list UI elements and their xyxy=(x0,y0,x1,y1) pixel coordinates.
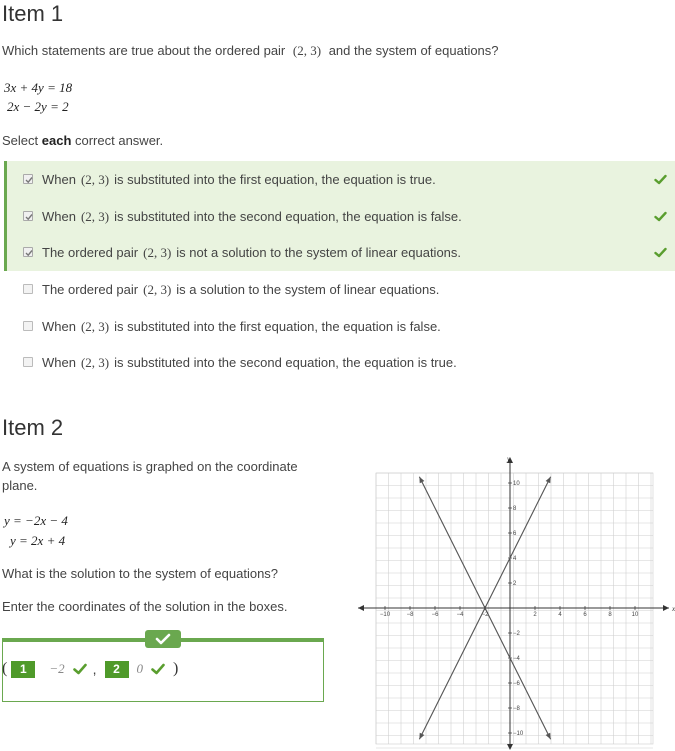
y-tick-label: 8 xyxy=(513,506,517,512)
y-tick-label: −4 xyxy=(513,656,520,662)
choice-label: The ordered pair (2, 3) is a solution to the system of linear equations. xyxy=(42,282,440,297)
item1-question xyxy=(2,43,499,59)
question-pair: (2, 3) xyxy=(292,43,322,58)
blank-2-input[interactable]: 0 xyxy=(136,661,143,676)
x-axis-label: x xyxy=(672,605,675,613)
check-icon xyxy=(151,663,165,675)
x-tick-label: 4 xyxy=(558,612,562,618)
answer-correct-badge xyxy=(145,630,181,648)
x-axis-arrow-left xyxy=(358,605,364,611)
item2-question: What is the solution to the system of equations? xyxy=(2,566,279,581)
item1-equation-1: 3x + 4y = 18 xyxy=(4,80,73,95)
x-tick-label: −10 xyxy=(379,612,391,618)
x-tick-label: 6 xyxy=(583,612,587,618)
item2-equation-1: y = −2x − 4 xyxy=(4,513,68,528)
open-paren: ( xyxy=(2,660,8,677)
choice-label: When (2, 3) is substituted into the second equation, the equation is false. xyxy=(42,209,462,224)
x-tick-label: 2 xyxy=(533,612,537,618)
answer-choice[interactable] xyxy=(4,344,675,381)
intro-line-2: plane. xyxy=(2,478,38,493)
coordinate-plane xyxy=(356,452,675,751)
x-tick-label: 8 xyxy=(608,612,612,618)
x-tick-label: −6 xyxy=(431,612,439,618)
x-tick-label: −4 xyxy=(456,612,464,618)
y-tick-label: 10 xyxy=(513,481,520,487)
intro-line-1: A system of equations is graphed on the coordinate xyxy=(2,459,298,474)
select-pre: Select xyxy=(2,133,42,148)
item2-title: Item 2 xyxy=(2,415,64,440)
item2-equation-2: y = 2x + 4 xyxy=(10,533,66,548)
x-axis-arrow-right xyxy=(663,605,669,611)
y-tick-label: −6 xyxy=(513,681,520,687)
correct-check-icon xyxy=(654,173,667,188)
checkmark-icon xyxy=(24,212,34,222)
y-axis-arrow-bottom xyxy=(507,744,513,750)
blank-1-number: 1 xyxy=(11,661,35,678)
select-post: correct answer. xyxy=(71,133,164,148)
close-paren: ) xyxy=(173,660,179,677)
choice-label: When (2, 3) is substituted into the first equation, the equation is false. xyxy=(42,319,441,334)
x-tick-label: −8 xyxy=(406,612,414,618)
question-text-post: and the system of equations? xyxy=(328,43,499,58)
checkbox-checked[interactable] xyxy=(23,211,33,221)
select-bold: each xyxy=(41,133,72,148)
item1-title: Item 1 xyxy=(2,1,64,26)
checkbox[interactable] xyxy=(23,357,33,367)
blank-1-input[interactable]: −2 xyxy=(49,661,65,676)
answer-choice[interactable] xyxy=(4,198,675,235)
choice-label: The ordered pair (2, 3) is not a solution to the system of linear equations. xyxy=(42,245,462,260)
y-tick-label: 4 xyxy=(513,556,517,562)
y-tick-label: 6 xyxy=(513,531,517,537)
x-tick-label: 10 xyxy=(631,612,639,618)
choice-label: When (2, 3) is substituted into the first equation, the equation is true. xyxy=(42,172,436,187)
correct-check-icon xyxy=(654,210,667,225)
answer-choice[interactable] xyxy=(4,271,675,308)
item2-intro xyxy=(2,457,298,495)
comma: , xyxy=(92,661,97,677)
y-tick-label: −10 xyxy=(513,731,524,737)
checkbox-checked[interactable] xyxy=(23,247,33,257)
item2-instruction: Enter the coordinates of the solution in the boxes. xyxy=(2,599,288,614)
check-icon xyxy=(145,630,181,648)
y-axis-label: y xyxy=(507,455,511,463)
checkmark-icon xyxy=(24,175,34,185)
checkbox[interactable] xyxy=(23,321,33,331)
item1-select-instruction xyxy=(2,133,163,148)
x-tick-label: −2 xyxy=(481,612,489,618)
answer-choice[interactable] xyxy=(4,234,675,271)
checkmark-icon xyxy=(24,248,34,258)
y-tick-label: 2 xyxy=(513,581,517,587)
checkbox[interactable] xyxy=(23,284,33,294)
answer-choice[interactable] xyxy=(4,161,675,198)
answer-row xyxy=(2,660,178,678)
question-text-pre: Which statements are true about the ordered pair xyxy=(2,43,286,58)
check-icon xyxy=(73,663,87,675)
y-tick-label: −2 xyxy=(513,631,520,637)
choice-label: When (2, 3) is substituted into the second equation, the equation is true. xyxy=(42,355,457,370)
answer-choice[interactable] xyxy=(4,308,675,345)
correct-check-icon xyxy=(654,246,667,261)
item1-equation-2: 2x − 2y = 2 xyxy=(7,99,69,114)
y-tick-label: −8 xyxy=(513,706,520,712)
checkbox-checked[interactable] xyxy=(23,174,33,184)
blank-2-number: 2 xyxy=(105,661,129,678)
